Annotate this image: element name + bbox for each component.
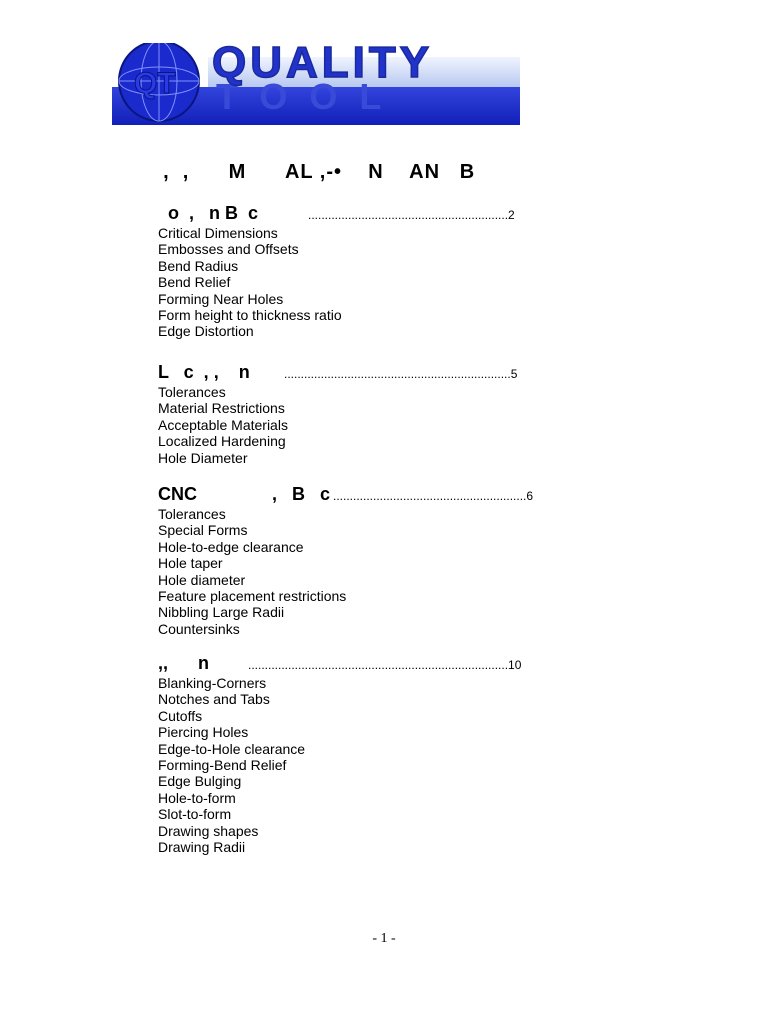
list-item: Tolerances [158, 384, 226, 400]
list-item: Edge-to-Hole clearance [158, 740, 306, 757]
list-item: Hole taper [158, 555, 223, 572]
list-item: Hole-to-form [158, 789, 236, 806]
section-page-leader[interactable]: ..........................................................6 [333, 489, 534, 503]
section-items [158, 506, 598, 637]
list-item: Localized Hardening [158, 433, 286, 450]
list-item: Piercing Holes [158, 724, 249, 741]
section-title[interactable]: o , n B c [158, 203, 259, 223]
section-items [158, 225, 598, 340]
section-page-leader[interactable]: ..............................................................................10 [248, 658, 522, 672]
list-item: Drawing shapes [158, 822, 259, 839]
document-title: , , M AL ,-• N AN B [150, 161, 476, 183]
list-item: Acceptable Materials [158, 416, 288, 433]
toc-section [158, 484, 598, 637]
section-items [158, 675, 598, 855]
page-number: - 1 - [372, 931, 396, 946]
list-item: Bend Radius [158, 257, 239, 274]
toc-section [158, 653, 598, 855]
list-item: Edge Bulging [158, 773, 242, 790]
list-item: Bend Relief [158, 274, 231, 291]
list-item: Blanking-Corners [158, 675, 267, 691]
list-item: Special Forms [158, 522, 248, 539]
list-item: Forming Near Holes [158, 290, 284, 307]
company-logo [112, 43, 520, 125]
svg-text:TOOL: TOOL [216, 76, 404, 117]
list-item: Form height to thickness ratio [158, 307, 342, 324]
logo-wordmark: QUALITY [212, 43, 434, 87]
list-item: Critical Dimensions [158, 225, 278, 241]
list-item: Hole-to-edge clearance [158, 538, 304, 555]
list-item: Slot-to-form [158, 806, 232, 823]
list-item: Embosses and Offsets [158, 241, 299, 258]
list-item: Drawing Radii [158, 839, 246, 856]
list-item: Nibbling Large Radii [158, 604, 285, 621]
section-page-leader[interactable]: ............................................................2 [308, 208, 515, 222]
toc-section [158, 203, 598, 340]
section-title[interactable]: ,, n [158, 653, 210, 673]
toc-section [158, 362, 598, 466]
list-item: Notches and Tabs [158, 691, 270, 708]
list-item: Tolerances [158, 506, 226, 522]
list-item: Hole Diameter [158, 449, 248, 466]
svg-text:QT: QT [134, 67, 176, 100]
list-item: Cutoffs [158, 707, 203, 724]
section-items [158, 384, 598, 466]
list-item: Edge Distortion [158, 323, 254, 340]
list-item: Feature placement restrictions [158, 588, 347, 605]
section-title[interactable]: CNC , B c [158, 484, 331, 504]
section-title[interactable]: L c , , n [158, 362, 250, 382]
list-item: Material Restrictions [158, 400, 285, 417]
list-item: Countersinks [158, 620, 240, 637]
list-item: Hole diameter [158, 571, 246, 588]
section-page-leader[interactable]: ....................................................................5 [284, 367, 518, 381]
list-item: Forming-Bend Relief [158, 757, 287, 774]
